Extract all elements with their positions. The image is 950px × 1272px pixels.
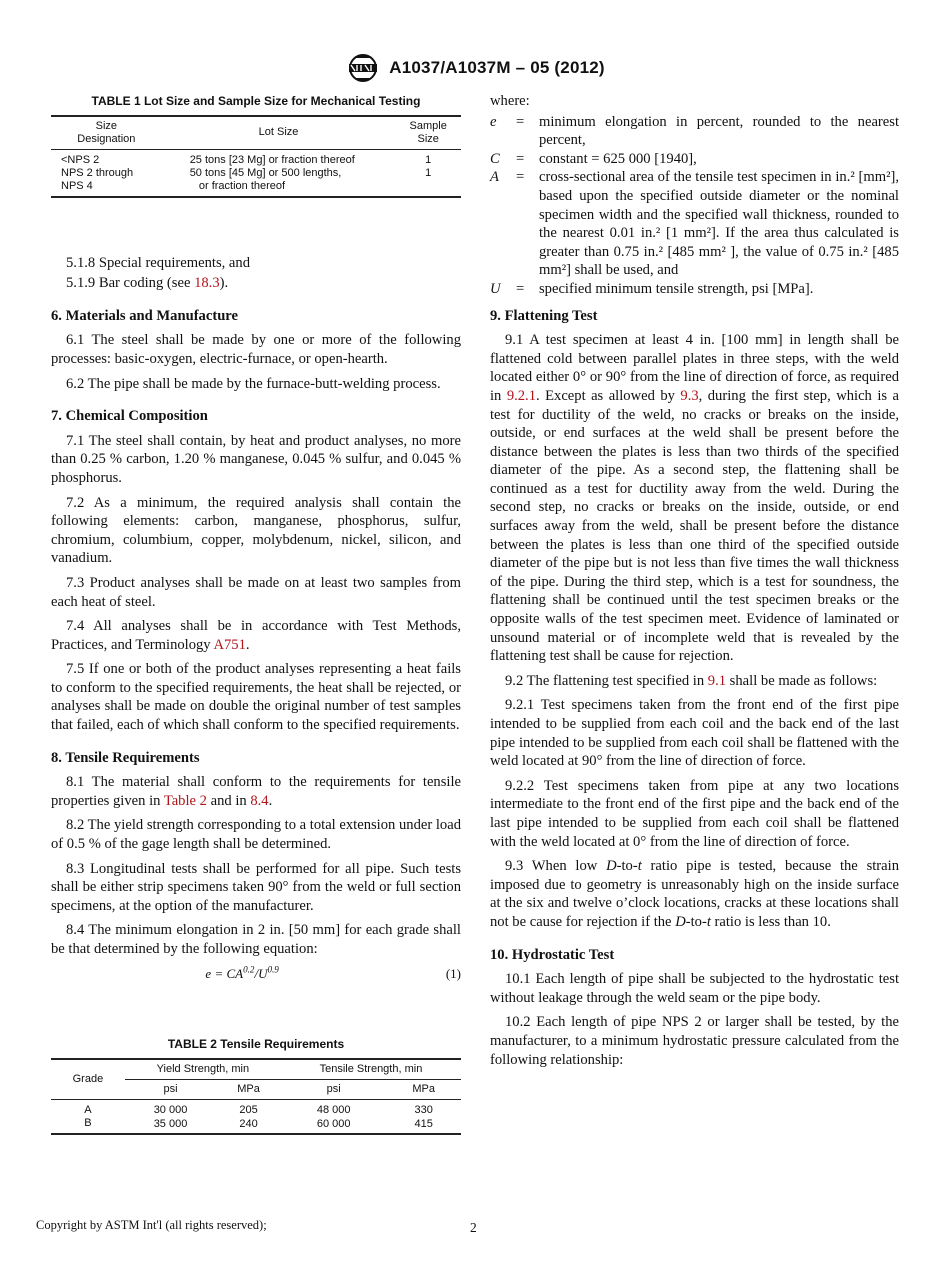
para-9-1: 9.1 A test specimen at least 4 in. [100 mm] in length shall be flattened cold between parallel plates in three steps, with the weld located either 0° or 90° from the line of direction of force, as required in 9.2.1. Except as allowed by 9.3, during the first step, which is a test for ductility of the weld, no cracks or breaks on the inside, outside, or end surfaces at the weld shall be present before the distance between the plates is less than two thirds of the specified diameter of the pipe. As a second step, the flattening shall be continued as a test for ductility away from the weld. During the second step, no cracks or breaks on the inside, outside, or end surfaces away from the weld, shall be present before the distance between the plates is less than one third of the specified outside diameter of the pipe but is not less than five times the wall thickness of the pipe. During the third step, which is a test for soundness, the flattening shall be continued until the test specimen breaks or the opposite walls of the test specimen meet. Evidence of laminated or unsound material or of incomplete weld that is revealed by the flattening test shall be cause for rejection. xyxy=(490,332,899,665)
link-9-2-1[interactable]: 9.2.1 xyxy=(506,387,536,404)
para-9-2-2: 9.2.2 Test specimens taken from pipe at any two locations intermediate to the front end of the first pipe and the back end of the last pipe intended to be supplied from each coil shall be flattened with the weld located at 0° from the line of direction of force. xyxy=(490,777,899,850)
definition-list xyxy=(490,113,899,299)
para-7-2: 7.2 As a minimum, the required analysis shall contain the following elements: carbon, manganese, phosphorus, sulfur, chromium, columbium, copper, molybdenum, nickel, silicon, and vanadium. xyxy=(51,494,461,567)
right-column xyxy=(490,92,899,1075)
para-8-3: 8.3 Longitudinal tests shall be performed for all pipe. Such tests shall be either strip specimens taken 90° from the weld or full section specimens, at the option of the manufacturer. xyxy=(51,860,461,914)
table2-caption: TABLE 2 Tensile Requirements xyxy=(167,1037,345,1052)
unit-cell: MPa xyxy=(237,1082,260,1095)
para-7-4: 7.4 All analyses shall be in accordance with Test Methods, Practices, and Terminology A751. xyxy=(51,618,461,653)
table1-caption: TABLE 1 Lot Size and Sample Size for Mechanical Testing xyxy=(91,94,421,108)
table-cell: 1 xyxy=(425,153,432,166)
link-9-3[interactable]: 9.3 xyxy=(680,387,699,404)
equation-1 xyxy=(51,965,461,984)
table-cell: 25 tons [23 Mg] or fraction thereof xyxy=(189,153,355,166)
table-cell: 48 000 xyxy=(316,1103,351,1116)
link-a751[interactable]: A751 xyxy=(213,636,246,653)
para-6-1: 6.1 The steel shall be made by one or more of the following processes: basic-oxygen, electric-furnace, or open-hearth. xyxy=(51,332,461,367)
definition-text: specified minimum tensile strength, psi [MPa]. xyxy=(539,280,814,297)
table-cell: 415 xyxy=(414,1118,433,1131)
para-10-2: 10.2 Each length of pipe NPS 2 or larger shall be tested, by the manufacturer, to a minimum hydrostatic pressure calculated from the following relationship: xyxy=(490,1014,899,1068)
document-title: A1037/A1037M – 05 (2012) xyxy=(389,58,605,77)
definition-text: minimum elongation in percent, rounded to the nearest percent, xyxy=(539,113,899,149)
table-cell: 330 xyxy=(414,1103,433,1116)
link-table-2[interactable]: Table 2 xyxy=(163,792,207,809)
table-row xyxy=(51,167,461,197)
definition-item xyxy=(490,280,899,299)
unit-cell: psi xyxy=(163,1082,178,1095)
definition-symbol: A xyxy=(490,169,499,186)
link-8-4[interactable]: 8.4 xyxy=(250,792,269,809)
section-8-heading: 8. Tensile Requirements xyxy=(51,749,200,766)
definition-symbol: C xyxy=(490,150,500,167)
para-7-5: 7.5 If one or both of the product analyses representing a heat fails to conform to the specified requirements, the heat shall be rejected, or analyses shall be made on double the original number of test samples that failed, each of which shall conform to the specified requirements. xyxy=(51,661,461,734)
definition-equals: = xyxy=(516,113,525,130)
page-number: 2 xyxy=(470,1220,477,1235)
equation-expression: $e = CA^{0.2}/U^{0.9}$ xyxy=(205,964,279,981)
table1-col-lot: Lot Size xyxy=(258,126,299,139)
para-7-3: 7.3 Product analyses shall be made on at least two samples from each heat of steel. xyxy=(51,574,461,610)
section-10-heading: 10. Hydrostatic Test xyxy=(490,946,615,963)
para-5-1-9: 5.1.9 Bar coding (see 18.3). xyxy=(66,275,229,292)
definition-symbol: e xyxy=(490,113,497,130)
table-cell: 205 xyxy=(239,1103,258,1116)
table1-col-sample: Sample Size xyxy=(409,119,447,145)
table-cell: 30 000 xyxy=(153,1103,188,1116)
definition-equals: = xyxy=(516,150,525,167)
table-row xyxy=(51,1117,461,1134)
page-header xyxy=(0,52,950,84)
definition-text: cross-sectional area of the tensile test specimen in in.² [mm²], based upon the specified outside diameter or the nominal specimen width and the specified wall thickness, rounded to the nearest 0.01 in.² [1 mm²]. If the area thus calculated is greater than 0.75 in.² [485 mm² ], the value of 0.75 in.² [485 mm²] shall be used, and xyxy=(539,169,899,279)
para-9-3: 9.3 When low D-to-t ratio pipe is tested, because the strain imposed due to geometry is unreasonably high on the inside surface at the six and twelve o’clock locations, cracks at these locations shall not be cause for rejection if the D-to-t ratio is less than 10. xyxy=(490,858,899,930)
table-cell: 1 xyxy=(425,166,432,179)
where-label: where: xyxy=(490,93,530,109)
definition-equals: = xyxy=(516,280,525,297)
table-cell: 240 xyxy=(239,1118,258,1131)
definition-item xyxy=(490,150,899,169)
para-8-4: 8.4 The minimum elongation in 2 in. [50 mm] for each grade shall be that determined by the following equation: xyxy=(51,922,461,957)
table-cell: NPS 2 through NPS 4 xyxy=(61,166,134,192)
definition-symbol: U xyxy=(490,280,501,297)
link-18-3[interactable]: 18.3 xyxy=(194,275,220,292)
table1-col-size: Size Designation xyxy=(77,119,136,145)
para-6-2: 6.2 The pipe shall be made by the furnace-butt-welding process. xyxy=(66,375,441,392)
unit-cell: MPa xyxy=(412,1082,436,1095)
table2 xyxy=(51,1058,461,1135)
table2-col-yield: Yield Strength, min xyxy=(125,1059,281,1080)
table-row xyxy=(51,1099,461,1117)
left-column xyxy=(51,92,461,1135)
table1-header-row xyxy=(51,116,461,150)
para-10-1: 10.1 Each length of pipe shall be subjected to the hydrostatic test without leakage through the weld seam or the pipe body. xyxy=(490,971,899,1006)
table-cell: 50 tons [45 Mg] or 500 lengths, or fraction thereof xyxy=(189,166,342,192)
table-cell: 60 000 xyxy=(316,1118,351,1131)
para-5-1-8: 5.1.8 Special requirements, and xyxy=(66,254,250,271)
equation-number: (1) xyxy=(445,965,461,981)
definition-text: constant = 625 000 [1940], xyxy=(539,150,697,167)
para-9-2: 9.2 The flattening test specified in 9.1 shall be made as follows: xyxy=(505,672,878,689)
copyright-notice: Copyright by ASTM Int'l (all rights reserved); xyxy=(36,1218,267,1232)
section-6-heading: 6. Materials and Manufacture xyxy=(51,307,238,324)
section-7-heading: 7. Chemical Composition xyxy=(51,408,208,425)
para-9-2-1: 9.2.1 Test specimens taken from the front end of the first pipe intended to be supplied from each coil and the back end of the last pipe intended to be supplied from each coil shall be flattened with the weld located at 90° from the line of direction of force. xyxy=(490,697,899,770)
table2-col-tensile: Tensile Strength, min xyxy=(281,1059,461,1080)
section-9-heading: 9. Flattening Test xyxy=(490,307,598,324)
para-8-1: 8.1 The material shall conform to the requirements for tensile properties given in Table 2 and in 8.4. xyxy=(51,774,461,809)
table-cell: 35 000 xyxy=(153,1118,188,1131)
definition-item xyxy=(490,168,899,280)
table-cell: B xyxy=(84,1116,92,1129)
table-row xyxy=(51,149,461,167)
table1 xyxy=(51,115,461,198)
link-9-1[interactable]: 9.1 xyxy=(707,672,727,689)
table-cell: <NPS 2 xyxy=(61,153,100,166)
definition-item xyxy=(490,113,899,150)
table-cell: A xyxy=(84,1103,92,1116)
definition-equals: = xyxy=(516,169,525,186)
unit-cell: psi xyxy=(326,1082,341,1095)
para-7-1: 7.1 The steel shall contain, by heat and product analyses, no more than 0.25 % carbon, 1.20 % manganese, 0.045 % sulfur, and 0.045 % phosphorus. xyxy=(51,432,461,486)
table2-col-grade: Grade xyxy=(51,1059,125,1100)
table2-header-row xyxy=(51,1059,461,1080)
astm-logo-icon xyxy=(345,52,381,84)
para-8-2: 8.2 The yield strength corresponding to a total extension under load of 0.5 % of the gage length shall be determined. xyxy=(51,817,461,853)
